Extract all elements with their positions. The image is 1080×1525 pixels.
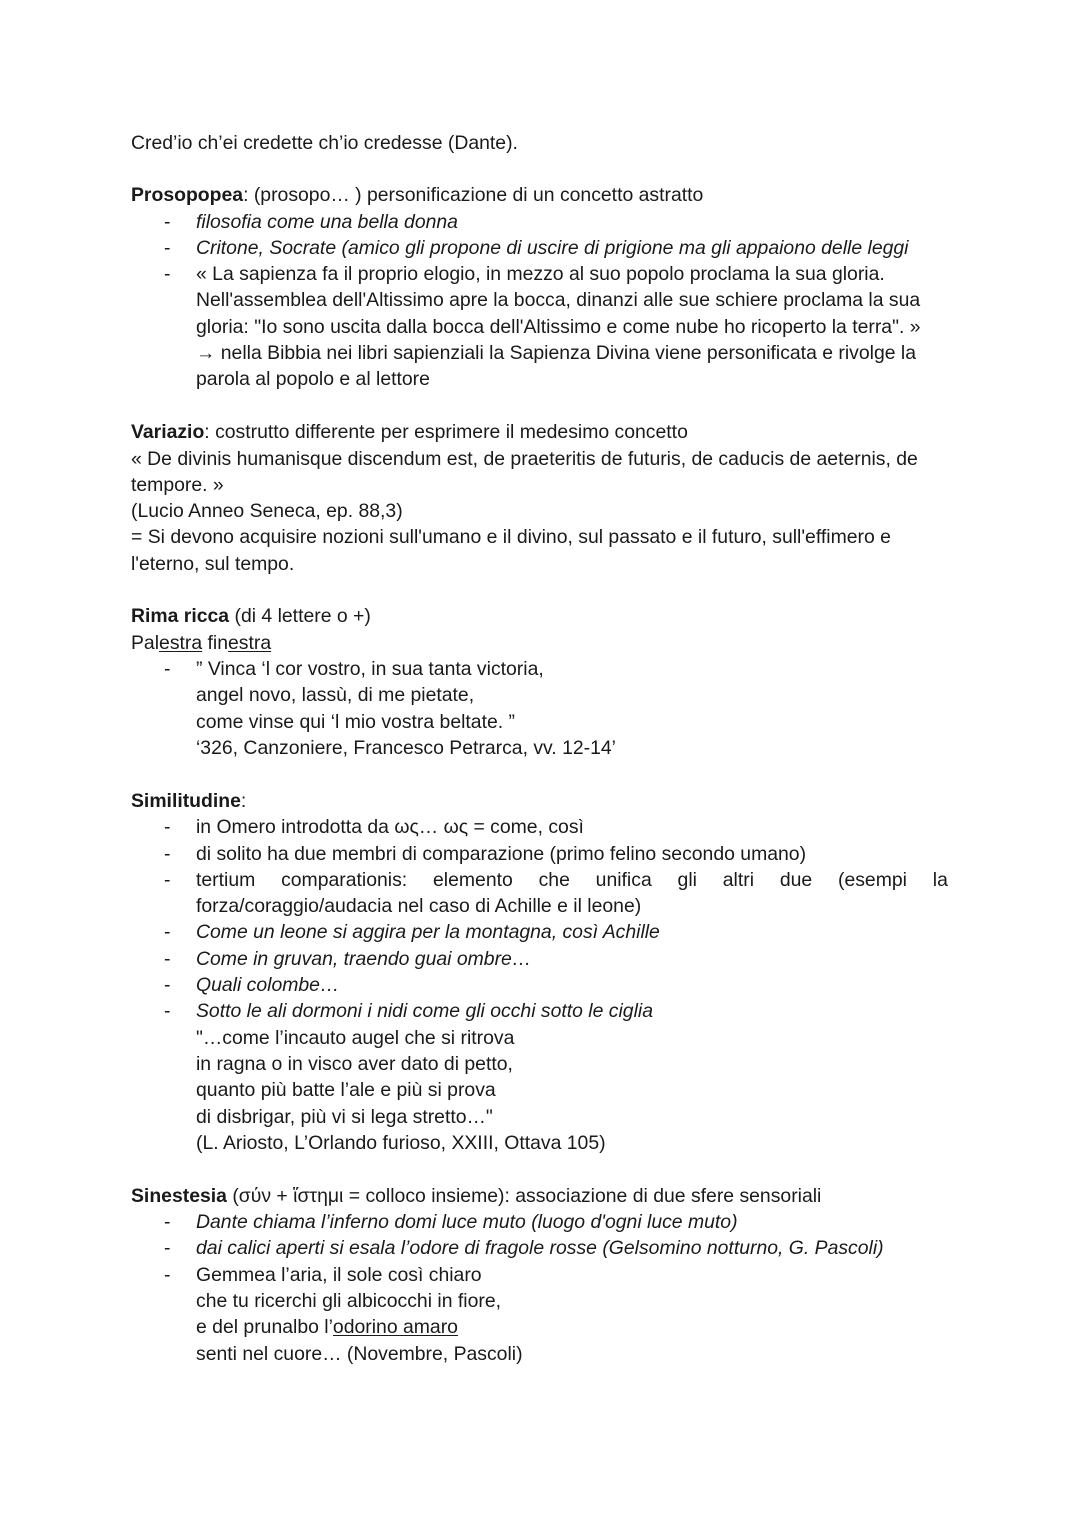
example-b-suffix: estra	[228, 632, 272, 654]
similitudine-item-3: tertium comparationis: elemento che unifica gli altri due (esempi la	[196, 869, 948, 891]
bullet-dash: -	[164, 921, 171, 943]
ariosto-citation: (L. Ariosto, L’Orlando furioso, XXIII, Ottava 105)	[196, 1132, 606, 1154]
petrarca-line-2: angel novo, lassù, di me pietate,	[196, 684, 475, 706]
bullet-dash: -	[164, 816, 171, 838]
bullet-dash: -	[164, 869, 171, 891]
prosopopea-definition: : (prosopo… ) personificazione di un concetto astratto	[243, 184, 704, 206]
rima-ricca-note: (di 4 lettere o +)	[229, 605, 371, 627]
petrarca-citation: ‘326, Canzoniere, Francesco Petrarca, vv. 12-14’	[196, 737, 616, 759]
variazio-definition: : costrutto differente per esprimere il medesimo concetto	[204, 421, 688, 443]
sinestesia-heading	[131, 1184, 821, 1208]
example-b-prefix: fin	[202, 632, 229, 654]
prosopopea-item-2: Critone, Socrate (amico gli propone di uscire di prigione ma gli appaiono delle leggi	[196, 237, 909, 259]
bullet-dash: -	[164, 843, 171, 865]
rima-ricca-heading	[131, 604, 371, 628]
sinestesia-term: Sinestesia	[131, 1185, 227, 1207]
bullet-dash: -	[164, 237, 171, 259]
example-a-suffix: estra	[159, 632, 203, 654]
prosopopea-item-1: filosofia come una bella donna	[196, 211, 458, 233]
bullet-dash: -	[164, 1211, 171, 1233]
ariosto-line-2: in ragna o in visco aver dato di petto,	[196, 1053, 513, 1075]
bullet-dash: -	[164, 658, 171, 680]
prosopopea-quote-line-3: gloria: "Io sono uscita dalla bocca dell'Altissimo e come nube ho ricoperto la terra". »	[196, 316, 921, 338]
rima-ricca-example	[131, 631, 271, 655]
similitudine-item-2: di solito ha due membri di comparazione (primo felino secondo umano)	[196, 843, 807, 865]
pascoli-line-4: senti nel cuore… (Novembre, Pascoli)	[196, 1343, 523, 1365]
rima-ricca-term: Rima ricca	[131, 605, 230, 627]
bullet-dash: -	[164, 1000, 171, 1022]
similitudine-item-5: Come in gruvan, traendo guai ombre…	[196, 948, 532, 970]
bullet-dash: -	[164, 1264, 171, 1286]
variazio-heading	[131, 420, 688, 444]
variazio-term: Variazio	[131, 421, 205, 443]
prosopopea-heading	[131, 183, 703, 207]
similitudine-item-4: Come un leone si aggira per la montagna, così Achille	[196, 921, 660, 943]
dante-quote-line: Cred’io ch’ei credette ch’io credesse (Dante).	[131, 132, 518, 154]
sinestesia-item-2: dai calici aperti si esala l’odore di fragole rosse (Gelsomino notturno, G. Pascoli)	[196, 1237, 884, 1259]
sinestesia-definition: (σύν + ἵστημι = colloco insieme): associazione di due sfere sensoriali	[226, 1185, 822, 1207]
variazio-line-5: l'eterno, sul tempo.	[131, 553, 295, 575]
pascoli-line-3-underlined: odorino amaro	[332, 1316, 458, 1338]
bullet-dash: -	[164, 263, 171, 285]
petrarca-line-3: come vinse qui ‘l mio vostra beltate. ”	[196, 711, 515, 733]
ariosto-line-1: "…come l’incauto augel che si ritrova	[196, 1027, 515, 1049]
sinestesia-item-1: Dante chiama l’inferno domi luce muto (luogo d'ogni luce muto)	[196, 1211, 738, 1233]
pascoli-line-3-prefix: e del prunalbo l’	[196, 1316, 333, 1338]
ariosto-line-4: di disbrigar, più vi si lega stretto…"	[196, 1106, 493, 1128]
petrarca-line-1: ” Vinca ‘l cor vostro, in sua tanta victoria,	[196, 658, 544, 680]
similitudine-colon: :	[240, 790, 247, 812]
variazio-line-4: = Si devono acquisire nozioni sull'umano e il divino, sul passato e il futuro, sull'effimero e	[131, 526, 891, 548]
bullet-dash: -	[164, 974, 171, 996]
prosopopea-quote-line-4: → nella Bibbia nei libri sapienziali la Sapienza Divina viene personificata e rivolge la	[196, 342, 917, 364]
similitudine-item-3-cont: forza/coraggio/audacia nel caso di Achille e il leone)	[196, 895, 642, 917]
bullet-dash: -	[164, 948, 171, 970]
variazio-line-1: « De divinis humanisque discendum est, de praeteritis de futuris, de caducis de aeternis, de	[131, 448, 918, 470]
variazio-line-3: (Lucio Anneo Seneca, ep. 88,3)	[131, 500, 403, 522]
variazio-line-2: tempore. »	[131, 474, 224, 496]
pascoli-line-1: Gemmea l’aria, il sole così chiaro	[196, 1264, 482, 1286]
similitudine-item-1: in Omero introdotta da ως… ως = come, così	[196, 816, 584, 838]
ariosto-line-3: quanto più batte l’ale e più si prova	[196, 1079, 496, 1101]
pascoli-line-2: che tu ricerchi gli albicocchi in fiore,	[196, 1290, 501, 1312]
bullet-dash: -	[164, 1237, 171, 1259]
prosopopea-quote-line-2: Nell'assemblea dell'Altissimo apre la bocca, dinanzi alle sue schiere proclama la sua	[196, 289, 921, 311]
similitudine-heading	[131, 789, 246, 813]
example-a-prefix: Pal	[131, 632, 160, 654]
pascoli-line-3	[196, 1315, 458, 1339]
bullet-dash: -	[164, 211, 171, 233]
similitudine-item-7: Sotto le ali dormoni i nidi come gli occhi sotto le ciglia	[196, 1000, 653, 1022]
prosopopea-term: Prosopopea	[131, 184, 244, 206]
prosopopea-quote-line-1: « La sapienza fa il proprio elogio, in mezzo al suo popolo proclama la sua gloria.	[196, 263, 885, 285]
similitudine-term: Similitudine	[131, 790, 241, 812]
similitudine-item-6: Quali colombe…	[196, 974, 340, 996]
prosopopea-quote-line-5: parola al popolo e al lettore	[196, 368, 430, 390]
